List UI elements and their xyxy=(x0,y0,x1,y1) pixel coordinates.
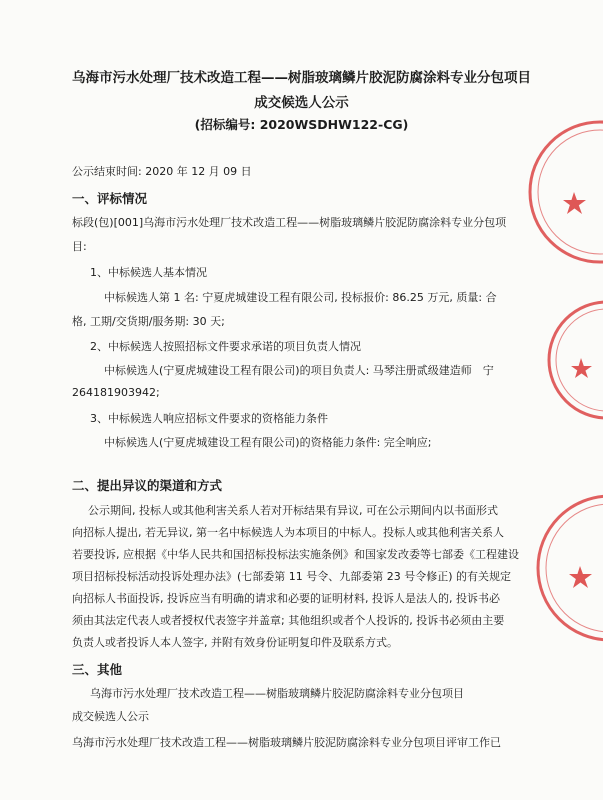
section2-line: 若要投诉, 应根据《中华人民共和国招标投标法实施条例》和国家发改委等七部委《工程建设 xyxy=(72,548,519,561)
section3-line2: 成交候选人公示 xyxy=(72,710,149,723)
item2-line1: 中标候选人(宁夏虎城建设工程有限公司)的项目负责人: 马琴注册贰级建造师 宁 xyxy=(104,364,494,377)
section3-heading: 三、其他 xyxy=(72,662,123,677)
section2-line: 项目招标投标活动投诉处理办法》(七部委第 11 号令、九部委第 23 号令修正) 的有关规定 xyxy=(72,570,512,583)
lot-line2: 目: xyxy=(72,240,87,253)
item3-title: 3、中标候选人响应招标文件要求的资格能力条件 xyxy=(90,412,328,425)
section2-line: 向招标人书面投诉, 投诉应当有明确的请求和必要的证明材料, 投诉人是法人的, 投诉书必 xyxy=(72,592,500,605)
section1-heading: 一、评标情况 xyxy=(72,191,148,206)
item2-line2: 264181903942; xyxy=(72,386,160,399)
item1-line1: 中标候选人第 1 名: 宁夏虎城建设工程有限公司, 投标报价: 86.25 万元, 质量: 合 xyxy=(104,291,497,304)
document-title: 乌海市污水处理厂技术改造工程——树脂玻璃鳞片胶泥防腐涂料专业分包项目 xyxy=(72,70,531,86)
document-subtitle: 成交候选人公示 xyxy=(254,95,349,111)
section2-line: 须由其法定代表人或者授权代表签字并盖章; 其他组织或者个人投诉的, 投诉书必须由主要 xyxy=(72,614,505,627)
item2-title: 2、中标候选人按照招标文件要求承诺的项目负责人情况 xyxy=(90,340,361,353)
tender-number: (招标编号: 2020WSDHW122-CG) xyxy=(194,117,409,132)
item3-line1: 中标候选人(宁夏虎城建设工程有限公司)的资格能力条件: 完全响应; xyxy=(104,436,432,449)
section2-line: 负责人或者投诉人本人签字, 并附有效身份证明复印件及联系方式。 xyxy=(72,636,398,649)
stamp-seal-top xyxy=(500,110,603,270)
lot-line1: 标段(包)[001]乌海市污水处理厂技术改造工程——树脂玻璃鳞片胶泥防腐涂料专业分包项 xyxy=(72,216,507,229)
section2-heading: 二、提出异议的渠道和方式 xyxy=(72,478,223,493)
stamp-seal-bottom xyxy=(510,490,603,650)
publicity-end-time: 公示结束时间: 2020 年 12 月 09 日 xyxy=(72,165,252,178)
section2-line: 向招标人提出, 若无异议, 第一名中标候选人为本项目的中标人。投标人或其他利害关系人 xyxy=(72,526,504,539)
section3-line3: 乌海市污水处理厂技术改造工程——树脂玻璃鳞片胶泥防腐涂料专业分包项目评审工作已 xyxy=(72,736,501,749)
item1-title: 1、中标候选人基本情况 xyxy=(90,266,207,279)
section2-line: 公示期间, 投标人或其他利害关系人若对开标结果有异议, 可在公示期间内以书面形式 xyxy=(88,504,498,517)
section3-line1: 乌海市污水处理厂技术改造工程——树脂玻璃鳞片胶泥防腐涂料专业分包项目 xyxy=(90,687,464,700)
item1-line2: 格, 工期/交货期/服务期: 30 天; xyxy=(72,315,225,328)
stamp-seal-middle xyxy=(515,300,603,430)
